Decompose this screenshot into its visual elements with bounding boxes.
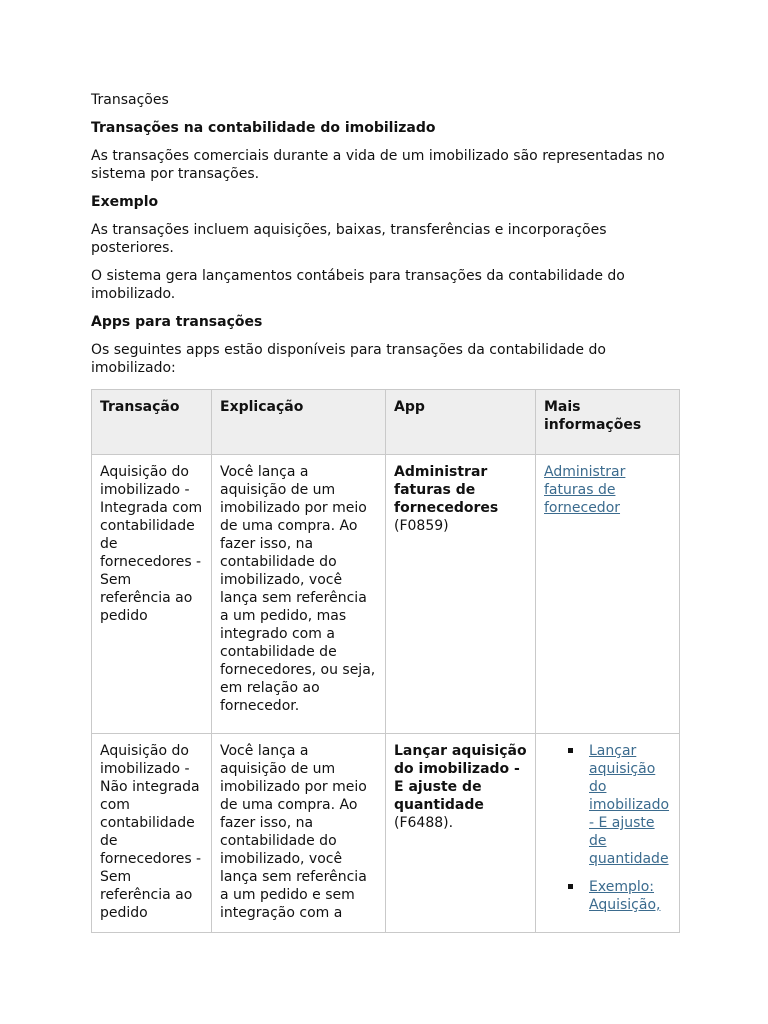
cell-explanation: Você lança a aquisição de um imobilizado por meio de uma compra. Ao fazer isso, na contabilidade do imobilizado, você lança sem referência a um pedido, mas integrado com a contabilidade de fornecedores, ou seja, em relação ao fornecedor. <box>212 455 386 734</box>
more-info-link[interactable]: Administrar faturas de fornecedor <box>544 464 626 516</box>
app-name: Administrar faturas de fornecedores <box>394 464 499 516</box>
section-heading-transactions: Transações na contabilidade do imobilizado <box>91 120 436 136</box>
example-heading: Exemplo <box>91 194 159 210</box>
table-row <box>92 734 680 933</box>
transactions-table <box>91 389 680 933</box>
system-paragraph: O sistema gera lançamentos contábeis para transações da contabilidade do imobilizado. <box>91 268 625 302</box>
list-item <box>589 742 671 868</box>
more-info-link[interactable]: Exemplo: Aquisição, <box>589 879 661 913</box>
apps-paragraph: Os seguintes apps estão disponíveis para transações da contabilidade do imobilizado: <box>91 342 606 376</box>
example-paragraph: As transações incluem aquisições, baixas, transferências e incorporações posteriores. <box>91 222 607 256</box>
cell-app <box>386 734 536 933</box>
document-title: Transações <box>91 92 169 108</box>
app-name: Lançar aquisição do imobilizado - E ajuste de quantidade <box>394 743 527 813</box>
table-row <box>92 455 680 734</box>
cell-transaction: Aquisição do imobilizado - Não integrada com contabilidade de fornecedores - Sem referência ao pedido <box>92 734 212 933</box>
table-header-row <box>92 390 680 455</box>
apps-heading: Apps para transações <box>91 314 263 330</box>
section-paragraph-transactions: As transações comerciais durante a vida de um imobilizado são representadas no sistema por transações. <box>91 148 665 182</box>
header-app: App <box>386 390 536 455</box>
header-explanation: Explicação <box>212 390 386 455</box>
cell-app <box>386 455 536 734</box>
app-id: (F6488). <box>394 815 454 831</box>
list-item <box>589 878 671 914</box>
cell-more-info <box>536 455 680 734</box>
more-info-list <box>544 742 671 914</box>
header-more-info: Mais informações <box>536 390 680 455</box>
cell-more-info <box>536 734 680 933</box>
header-transaction: Transação <box>92 390 212 455</box>
more-info-link[interactable]: Lançar aquisição do imobilizado - E ajuste de quantidade <box>589 743 670 867</box>
cell-explanation: Você lança a aquisição de um imobilizado por meio de uma compra. Ao fazer isso, na contabilidade do imobilizado, você lança sem referência a um pedido e sem integração com a <box>212 734 386 933</box>
app-id: (F0859) <box>394 518 449 534</box>
cell-transaction: Aquisição do imobilizado - Integrada com contabilidade de fornecedores - Sem referência ao pedido <box>92 455 212 734</box>
document-page <box>91 91 679 933</box>
